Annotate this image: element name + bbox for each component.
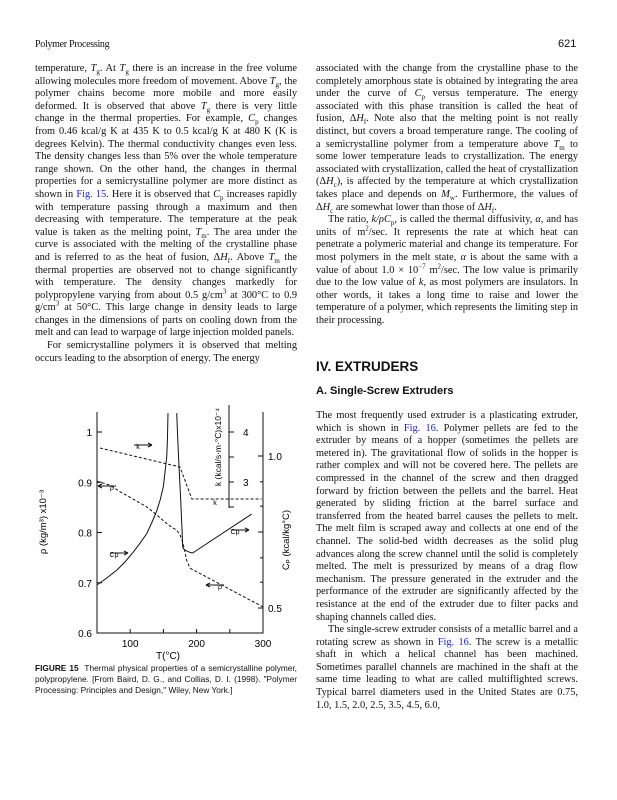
text-run: k xyxy=(418,277,424,289)
text-run: The most frequently used extruder is a plasticating extruder, which is shown in xyxy=(316,410,578,434)
text-run: . Here it is observed that xyxy=(106,188,214,200)
text-run: H xyxy=(326,176,334,188)
text-run: there is an increase in the free volume allowing molecules more freedom of movement. Above xyxy=(35,63,297,87)
text-run: . Polymer pellets are fed to the extruder by means of a hopper (sometimes the pellets are metered in). The gravitational flow of solids in the hopper is rather complex and will not be covered here. The pellets are compressed in the channel of the screw and then dragged forward by friction between the pellets and the barrel. Heat generated by sliding friction at the barrel surface and transferred from the heated barrel causes the pellets to melt. The melt film is scraped away and collects at one end of the channel. The solid-bed width decreases as the solid plug advances along the screw channel until the solid is completely melted. The melt is pressurized by means of a drag flow mechanism. The pressure generated in the extruder and the performance of the extruder are significantly affected by the resistance at the end of the extruder due to filter packs and shaping channels called dies. xyxy=(316,422,579,623)
text-run: 3 xyxy=(222,287,227,296)
text-run: g xyxy=(275,80,280,89)
text-run: p xyxy=(255,118,259,127)
text-run: M xyxy=(441,188,450,200)
text-run: T xyxy=(269,75,276,87)
text-run: temperature, xyxy=(35,63,91,74)
text-run: C xyxy=(248,113,256,125)
caption-label: FIGURE 15 xyxy=(35,663,79,673)
series-label: ρ xyxy=(218,584,222,591)
text-run: . The screw is a metallic shaft in which a helical channel has been machined. Sometimes parallel channels are machined in the shaft at the same time leading to what are called multiflighted screws. Typical barrel diameters used in the United States are 0.75, 1.0, 1.5, 2.0, 2.5, 3.5, 4.5, 6.0, xyxy=(316,636,578,711)
text-run: The single-screw extruder consists of a metallic barrel and a rotating screw as shown in xyxy=(316,624,578,648)
text-run: are somewhat lower than those of Δ xyxy=(333,201,485,213)
y-left-axis-label: ρ (kg/m³) x10⁻³ xyxy=(38,489,49,555)
text-run: m xyxy=(201,231,207,240)
y-left-tick-label: 0.8 xyxy=(78,528,92,540)
text-run: C xyxy=(213,188,221,200)
text-run: associated with the change from the crystalline phase to the completely amorphous state is obtained by integrating the area under the curve of xyxy=(316,63,578,100)
text-run: . Note also that the melting point is not really distinct, but covers a broad temperature range. The cooling of a semicrystalline polymer from a temperature above xyxy=(316,113,578,150)
text-run: . The area under the curve is associated with the melting of the crystalline phase and is referred to as the heat of fusion, Δ xyxy=(35,226,297,263)
text-run: m xyxy=(274,256,280,265)
text-run: c xyxy=(330,206,334,215)
text-run: increases rapidly with temperature passing through a maximum and then decreasing with temperature. The temperature at the peak value is taken as the melting point, xyxy=(35,188,297,238)
figure-caption xyxy=(35,663,297,697)
y-left-tick-label: 0.6 xyxy=(78,629,92,640)
text-run: there is very little change in the thermal properties. For example, xyxy=(35,100,297,125)
page-number: 621 xyxy=(558,38,577,50)
section-heading: IV. EXTRUDERS xyxy=(316,359,419,374)
series-rho-line xyxy=(97,481,263,607)
y-left-tick-label: 1 xyxy=(86,428,92,439)
text-run: The ratio, xyxy=(328,214,372,226)
series-label: k xyxy=(136,444,140,451)
text-run: T xyxy=(119,63,126,74)
series-label: ρ xyxy=(110,485,114,492)
series-label: Cp xyxy=(230,529,240,536)
running-title: Polymer Processing xyxy=(35,39,110,50)
text-run: w xyxy=(449,194,455,202)
text-run: at 300°C to 0.9 g/cm xyxy=(35,289,297,314)
y-left-tick-label: 0.7 xyxy=(78,578,92,590)
text-run: ), is affected by the temperature at which crystallization takes place and depends on xyxy=(316,176,578,200)
text-run: T xyxy=(553,138,560,150)
text-run: /sec. The low value is primarily due to the low value of xyxy=(316,264,578,289)
text-run: f xyxy=(227,256,231,265)
text-run: For semicrystalline polymers it is observed that melting occurs leading to the absorption of energy. The energy xyxy=(35,340,297,364)
text-run: p xyxy=(390,219,395,228)
text-run: H xyxy=(356,113,364,125)
text-run: T xyxy=(200,100,207,112)
text-run: , and has units of m xyxy=(316,214,579,238)
text-run: 2 xyxy=(365,224,369,233)
series-label: Cp xyxy=(109,552,119,559)
text-run: /sec. It represents the rate at which heat can penetrate a polymeric material and change its temperature. For most polymers in the melt state, xyxy=(316,226,578,263)
x-axis-label: T(°C) xyxy=(156,651,180,662)
text-run: T xyxy=(268,251,275,263)
text-run: , is called the thermal diffusivity, xyxy=(394,214,536,226)
text-run: C xyxy=(414,88,422,100)
text-run: . Above xyxy=(230,251,269,263)
text-run: is about the same with a value of about 1.0 × 10 xyxy=(316,251,578,276)
text-run: T xyxy=(90,63,97,74)
text-run: c xyxy=(333,181,337,190)
text-run: α xyxy=(460,251,466,263)
y-right-tick-label: 0.5 xyxy=(268,604,282,615)
series-k-line xyxy=(100,448,262,499)
text-run: versus temperature. The energy associated with this phase transition is called the heat of fusion, Δ xyxy=(316,88,578,125)
text-run: g xyxy=(206,105,211,114)
series-label: k xyxy=(213,500,217,507)
text-run: α xyxy=(535,214,541,226)
text-run: m xyxy=(559,143,565,152)
y-left-tick-label: 0.9 xyxy=(78,478,92,490)
y-inner-tick-label: 4 xyxy=(243,428,249,439)
text-run: f xyxy=(363,118,367,127)
x-tick-label: 100 xyxy=(121,639,139,650)
text-run: . Furthermore, the values of Δ xyxy=(316,188,578,213)
text-run: p xyxy=(220,194,224,202)
text-run: m xyxy=(425,264,438,276)
figure-link[interactable]: Fig. 15 xyxy=(76,188,107,200)
text-run: T xyxy=(195,226,202,238)
text-run: 3 xyxy=(55,299,60,308)
text-run: k/ρC xyxy=(371,214,391,226)
text-run: g xyxy=(96,68,100,77)
x-tick-label: 300 xyxy=(254,639,272,650)
text-run: −7 xyxy=(418,262,426,271)
text-run: g xyxy=(125,68,129,77)
text-run: p xyxy=(421,93,425,102)
text-run: changes from 0.46 kcal/g K at 435 K to 0.5 kcal/g K at 480 K (K is degrees Kelvin). The thermal conductivity changes even less. The density changes less than 5% over the whole temperature range shown. On the other hand, the changes in thermal properties for a semicrystalline polymer are more distinct as shown in xyxy=(35,113,297,200)
figure-link[interactable]: Fig. 16 xyxy=(437,636,469,648)
x-tick-label: 200 xyxy=(188,639,205,650)
text-run: the thermal properties are observed not to change significantly with temperature. The density changes markedly for polypropylene varying from about 0.5 g/cm xyxy=(35,251,297,301)
figure-link[interactable]: Fig. 16 xyxy=(403,422,436,434)
text-run: to some lower temperature leads to crystallization. The energy associated with crystallization, called the heat of crystallization (Δ xyxy=(316,138,578,188)
caption-text: Thermal physical properties of a semicrystalline polymer, polypropylene. [From Baird, D. G., and Collias, D. I. (1998). "Polymer Processing: Principles and Design," Wiley, New York.] xyxy=(35,663,297,696)
text-run: 2 xyxy=(437,262,442,271)
text-run: f xyxy=(491,206,495,215)
text-run: at 50°C. This large change in density leads to large changes in the dimensions of parts on cooling down from the melt and can lead to warpage of large injection molded panels. xyxy=(35,302,297,339)
subsection-heading: A. Single-Screw Extruders xyxy=(316,385,454,397)
y-right-tick-label: 1.0 xyxy=(268,452,282,463)
y-right-axis-label: Cₚ (kcal/kg°C) xyxy=(281,509,292,571)
text-run: , as most polymers are insulators. In other words, it takes a long time to raise and lower the temperature of a polymer, which represents the limiting step in their processing. xyxy=(316,277,578,326)
y-inner-tick-label: 3 xyxy=(243,478,249,489)
text-run: H xyxy=(484,201,492,213)
text-run: , the polymer chains become more mobile and more easily deformed. It is observed that above xyxy=(35,75,297,112)
text-run: . At xyxy=(99,63,120,74)
text-run: H xyxy=(322,201,331,213)
text-run: H xyxy=(220,251,228,263)
text-run: . xyxy=(494,201,497,213)
y-inner-axis-label: k (kcal/s·m·°C)x10⁻⁴ xyxy=(213,407,223,487)
